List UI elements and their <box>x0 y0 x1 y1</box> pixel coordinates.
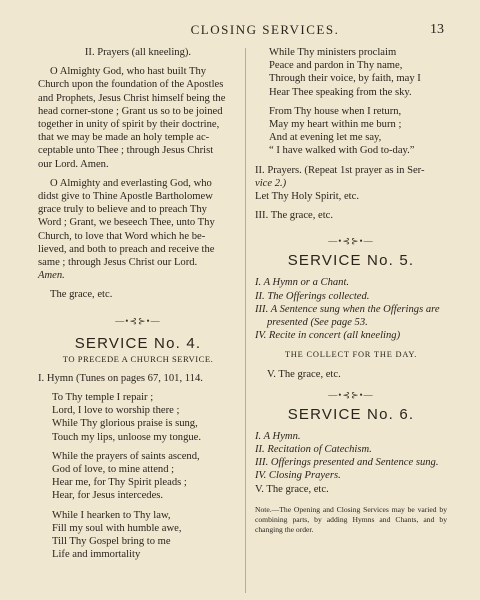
verse-line: Hear me, for Thy Spirit pleads ; <box>52 477 187 489</box>
item-line: II. Recitation of Catechism. <box>255 444 372 456</box>
stanza-5 <box>255 105 447 158</box>
stanza-1 <box>38 391 238 444</box>
prayer-line: lieved, and both to preach and receive the <box>38 243 215 255</box>
service-6-title: SERVICE No. 6. <box>287 405 415 423</box>
prayer-line: O Almighty and everlasting God, who <box>50 177 212 189</box>
service-6-items <box>255 430 447 496</box>
item-line: IV. Closing Prayers. <box>255 470 341 482</box>
ornament-divider: —•⊰⊱•— <box>115 315 161 326</box>
stanza-3 <box>38 509 238 562</box>
item-line: III. A Sentence sung when the Offerings are <box>255 303 440 315</box>
prayer-2 <box>38 177 238 283</box>
verse-line: Peace and pardon in Thy name, <box>269 60 403 72</box>
item-line: presented (See page 53. <box>267 317 368 329</box>
prayer-line: same ; through Jesus Christ our Lord. <box>38 257 198 269</box>
page-number: 13 <box>430 22 444 37</box>
prayers-heading: II. Prayers (all kneeling). <box>84 47 192 58</box>
prayer-line: head corner-stone ; Grant us so to be joined <box>38 105 223 117</box>
verse-line: Fill my soul with humble awe, <box>52 522 182 534</box>
verse-line: Till Thy Gospel bring to me <box>52 536 171 548</box>
verse-line: Hear Thee speaking from the sky. <box>269 86 412 98</box>
item-line: III. The grace, etc. <box>255 210 334 222</box>
hymn-line: I. Hymn (Tunes on pages 67, 101, 114. <box>38 372 203 384</box>
verse-line: From Thy house when I return, <box>269 105 402 117</box>
item-line: I. A Hymn. <box>255 430 301 442</box>
prayer-line: our Lord. Amen. <box>38 158 109 170</box>
verse-line: While the prayers of saints ascend, <box>52 450 200 462</box>
service-5-title: SERVICE No. 5. <box>287 252 415 270</box>
ornament-divider: —•⊰⊱•— <box>328 236 374 247</box>
item-line: II. Prayers. (Repeat 1st prayer as in Ser- <box>255 164 425 176</box>
prayer-line: and Prophets, Jesus Christ himself being the <box>38 92 226 104</box>
item-line: V. The grace, etc. <box>255 483 329 495</box>
verse-line: While I hearken to Thy law, <box>52 509 171 521</box>
column-divider <box>245 48 246 593</box>
collect-line: THE COLLECT FOR THE DAY. <box>284 350 418 360</box>
prayer-line: together in unity of spirit by their doctrine, <box>38 119 220 131</box>
item-line: IV. Recite in concert (all kneeling) <box>255 330 401 342</box>
item-line: vice 2.) <box>255 177 287 189</box>
grace-line: The grace, etc. <box>50 289 113 301</box>
verse-line: While Thy glorious praise is sung, <box>52 418 198 430</box>
prayer-line: Word ; Grant, we beseech Thee, unto Thy <box>38 217 215 229</box>
prayer-line: Amen. <box>38 270 65 282</box>
verse-line: Life and immortality <box>52 549 141 561</box>
item-line: III. Offerings presented and Sentence sung. <box>255 457 439 469</box>
stanza-4 <box>255 46 447 99</box>
page-title: CLOSING SERVICES. <box>190 22 340 37</box>
prayer-line: O Almighty God, who hast built Thy <box>50 66 207 78</box>
verse-line: To Thy temple I repair ; <box>52 392 154 404</box>
right-column <box>255 46 447 535</box>
footnote: Note.—The Opening and Closing Services may be varied by combining parts, by adding Hymns and Chants, and by changing the order. <box>255 504 447 534</box>
verse-line: Through their voice, by faith, may I <box>269 73 421 85</box>
prayer-line: didst give to Thine Apostle Bartholomew <box>38 191 213 203</box>
service-4-title: SERVICE No. 4. <box>74 334 202 352</box>
verse-line: Lord, I love to worship there ; <box>52 405 180 417</box>
prayer-line: ceptable unto Thee ; through Jesus Christ <box>38 145 214 157</box>
item-line: Let Thy Holy Spirit, etc. <box>255 191 359 203</box>
running-head <box>0 22 480 42</box>
service-4-items <box>255 164 447 223</box>
service-4-subtitle: TO PRECEDE A CHURCH SERVICE. <box>62 353 214 364</box>
stanza-2 <box>38 450 238 503</box>
verse-line: And at evening let me say, <box>269 132 382 144</box>
verse-line: “ I have walked with God to-day.” <box>269 145 415 157</box>
ornament-divider: —•⊰⊱•— <box>328 389 374 400</box>
prayer-1 <box>38 65 238 171</box>
item-line: II. The Offerings collected. <box>255 290 370 302</box>
verse-line: May my heart within me burn ; <box>269 119 402 131</box>
prayer-line: grace truly to believe and to preach Thy <box>38 204 207 216</box>
left-column <box>38 46 238 562</box>
item-line: I. A Hymn or a Chant. <box>255 277 350 289</box>
verse-line: While Thy ministers proclaim <box>269 47 397 58</box>
verse-line: Touch my lips, unloose my tongue. <box>52 431 202 443</box>
item-line: V. The grace, etc. <box>267 368 341 380</box>
verse-line: God of love, to mine attend ; <box>52 464 175 476</box>
verse-line: Hear, for Jesus intercedes. <box>52 490 164 502</box>
prayer-line: Church, to love that Word which he be- <box>38 230 206 242</box>
prayer-line: Church upon the foundation of the Apostles <box>38 79 224 91</box>
prayer-line: that we may be made an holy temple ac- <box>38 132 210 144</box>
service-5-items <box>255 276 447 342</box>
